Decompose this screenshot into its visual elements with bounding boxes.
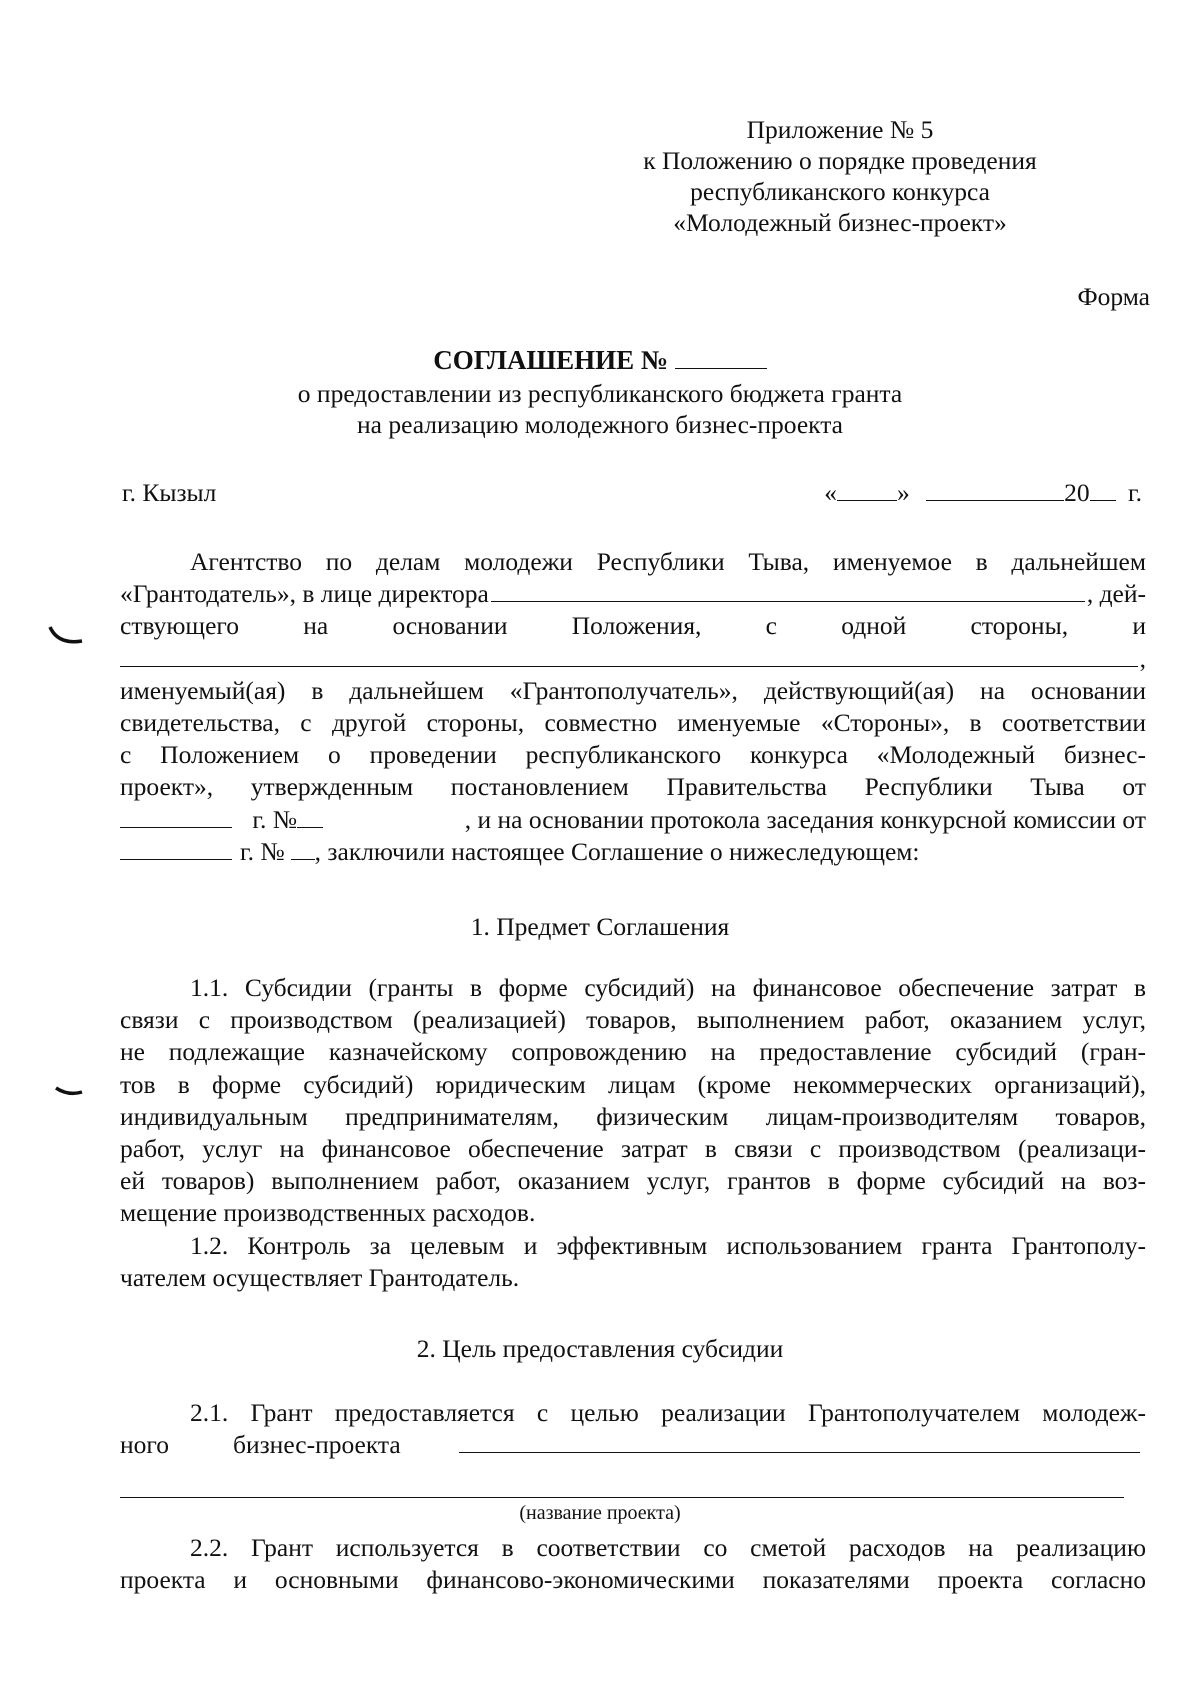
grantee-name-blank[interactable]: [120, 665, 1138, 667]
preamble-line-9: [120, 804, 1146, 836]
project-name-blank-2[interactable]: [120, 1497, 1124, 1498]
date-quote-open: «: [824, 478, 838, 507]
title-sub-2: на реализацию молодежного бизнес-проекта: [357, 410, 843, 439]
section-2-heading: 2. Цель предоставления субсидии: [416, 1334, 784, 1363]
preamble-line-10: [120, 836, 1146, 868]
preamble-line-2: [120, 578, 1146, 610]
date-day-blank[interactable]: [837, 499, 897, 501]
preamble-line-4: [120, 643, 1146, 675]
resolution-number-blank[interactable]: [297, 826, 323, 828]
protocol-date-blank[interactable]: [120, 858, 232, 860]
clause-1-1-line: связи с производством (реализацией) товаров, выполнением работ, оказанием услуг,: [120, 1005, 1146, 1035]
preamble-line-8: проект», утвержденным постановлением Правительства Республики Тыва от: [120, 772, 1146, 802]
annex-line-4: «Молодежный бизнес-проект»: [673, 208, 1007, 237]
resolution-number-label: г. №: [252, 804, 298, 834]
clause-1-1-line: не подлежащие казначейскому сопровождению на предоставление субсидий (гран-: [120, 1037, 1146, 1067]
word: одной: [841, 611, 907, 641]
resolution-date-blank[interactable]: [120, 826, 232, 828]
clause-2-1-line-2: [120, 1429, 1146, 1461]
preamble-grantor-text: «Грантодатель», в лице директора: [120, 579, 489, 609]
clause-1-1-line: тов в форме субсидий) юридическим лицам (кроме некоммерческих организаций),: [120, 1069, 1146, 1099]
word: стороны,: [970, 611, 1069, 641]
date-year-blank[interactable]: [1090, 499, 1116, 501]
project-name-blank-1[interactable]: [459, 1451, 1140, 1453]
section-1-body: [120, 972, 1146, 1294]
word: с: [765, 611, 777, 641]
director-name-blank[interactable]: [491, 600, 1085, 602]
clause-2-1-word: ного: [120, 1430, 169, 1460]
title-text: СОГЛАШЕНИЕ №: [433, 345, 669, 375]
preamble-line-7: с Положением о проведении республиканского конкурса «Молодежный бизнес-: [120, 740, 1146, 770]
preamble-line-6: свидетельства, с другой стороны, совместно именуемые «Стороны», в соответствии: [120, 708, 1146, 738]
project-name-caption: (название проекта): [519, 1502, 681, 1524]
annex-line-2: к Положению о порядке проведения: [643, 146, 1037, 175]
annex-header: [625, 114, 1055, 238]
agreement-number-blank[interactable]: [675, 367, 767, 369]
clause-2-2-line: проекта и основными финансово-экономическими показателями проекта согласно: [120, 1565, 1146, 1595]
word: основании: [392, 611, 508, 641]
preamble: [120, 546, 1146, 868]
annex-line-3: республиканского конкурса: [690, 177, 990, 206]
form-label: Форма: [1077, 282, 1150, 311]
title-sub-1: о предоставлении из республиканского бюджета гранта: [297, 379, 903, 408]
preamble-line-5: именуемый(ая) в дальнейшем «Грантополучатель», действующий(ая) на основании: [120, 675, 1146, 705]
clause-1-1-line: мещение производственных расходов.: [120, 1198, 536, 1228]
clause-1-1-line: ей товаров) выполнением работ, оказанием услуг, грантов в форме субсидий на воз-: [120, 1166, 1146, 1196]
clause-1-2-line: 1.2. Контроль за целевым и эффективным использованием гранта Грантополу-: [190, 1230, 1146, 1260]
date-quote-close: »: [897, 478, 910, 507]
document-title: [0, 345, 1200, 440]
title-main: [0, 345, 1200, 376]
preamble-line-3: [120, 610, 1146, 642]
clause-1-1-line: индивидуальным предпринимателям, физическим лицам-производителям товаров,: [120, 1101, 1146, 1131]
word: и: [1132, 611, 1146, 641]
date-year-prefix: 20: [1064, 478, 1090, 507]
date-year-suffix: г.: [1128, 478, 1142, 507]
clause-1-2-line: чателем осуществляет Грантодатель.: [120, 1262, 520, 1292]
preamble-line-9-text: , и на основании протокола заседания конкурсной комиссии от: [464, 804, 1146, 834]
section-2-body: [120, 1397, 1146, 1461]
word: Положения,: [571, 611, 702, 641]
protocol-number-blank[interactable]: [291, 858, 315, 860]
clause-2-1-line-1: 2.1. Грант предоставляется с целью реализации Грантополучателем молодеж-: [190, 1398, 1146, 1427]
date-month-blank[interactable]: [926, 499, 1064, 501]
word: на: [303, 611, 329, 641]
margin-mark-icon: [54, 1084, 84, 1098]
margin-mark-icon: [48, 625, 84, 649]
clause-1-1-line: 1.1. Субсидии (гранты в форме субсидий) на финансовое обеспечение затрат в: [190, 973, 1146, 1002]
preamble-line-4-end: ,: [1139, 643, 1146, 673]
preamble-line-10-text: , заключили настоящее Соглашение о нижеследующем:: [314, 836, 920, 866]
clause-2-2: [120, 1532, 1146, 1596]
annex-line-1: Приложение № 5: [746, 115, 934, 144]
section-1-heading: 1. Предмет Соглашения: [470, 912, 730, 941]
preamble-line-2-end: , дей-: [1086, 579, 1146, 609]
preamble-line-1: Агентство по делам молодежи Республики Тыва, именуемое в дальнейшем: [190, 547, 1146, 576]
clause-2-1-word: бизнес-проекта: [232, 1430, 401, 1460]
date-line: [824, 478, 1142, 508]
place: г. Кызыл: [122, 478, 217, 507]
clause-1-1-line: работ, услуг на финансовое обеспечение затрат в связи с производством (реализаци-: [120, 1134, 1146, 1164]
clause-2-2-line: 2.2. Грант используется в соответствии со сметой расходов на реализацию: [190, 1533, 1146, 1562]
word: ствующего: [120, 611, 239, 641]
protocol-number-label: г. №: [240, 836, 285, 866]
